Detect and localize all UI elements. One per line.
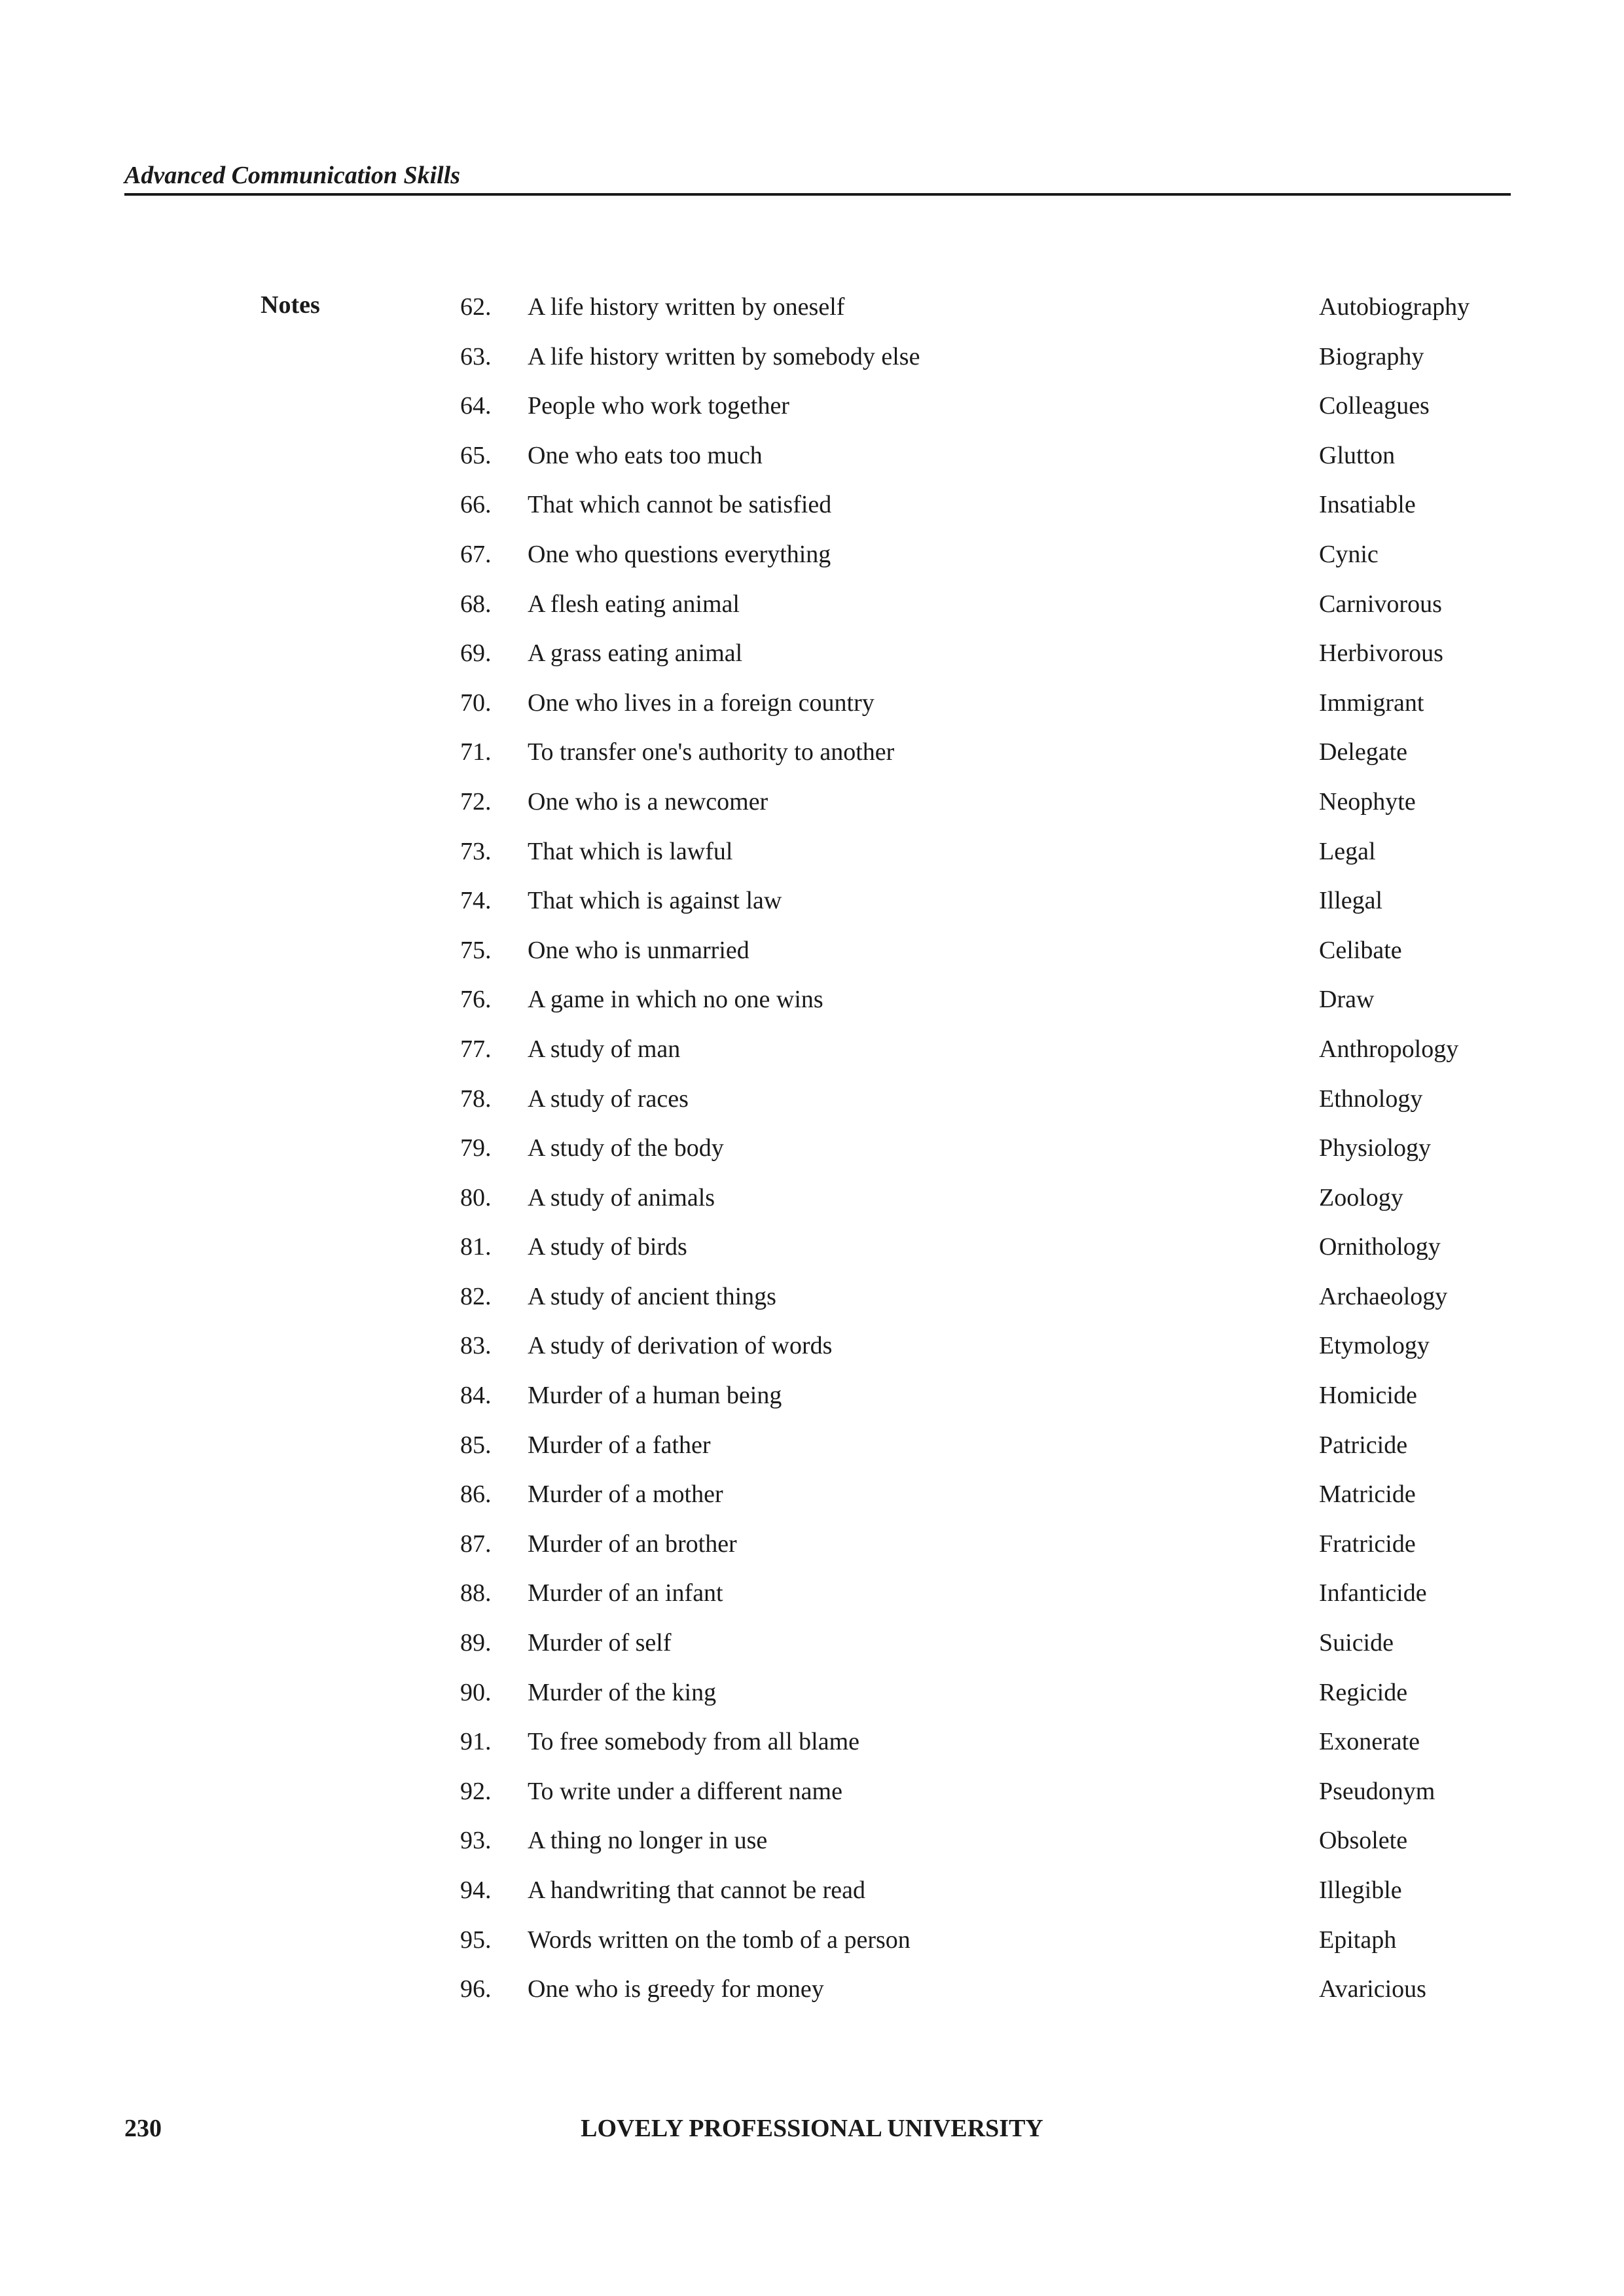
entry-definition: One who is greedy for money (528, 1975, 824, 2003)
entry-definition: To write under a different name (528, 1777, 842, 1805)
list-item (0, 340, 1624, 390)
entry-number: 87. (460, 1530, 492, 1558)
entry-number: 92. (460, 1777, 492, 1805)
footer-publisher: LOVELY PROFESSIONAL UNIVERSITY (581, 2115, 1043, 2142)
entry-word: Obsolete (1319, 1827, 1408, 1855)
entry-definition: A study of derivation of words (528, 1332, 833, 1360)
entry-word: Neophyte (1319, 787, 1416, 816)
entry-number: 68. (460, 590, 492, 618)
entry-word: Autobiography (1319, 293, 1470, 321)
list-item (0, 488, 1624, 538)
list-item (0, 1725, 1624, 1775)
entry-definition: Murder of an brother (528, 1530, 737, 1558)
entry-definition: Murder of an infant (528, 1579, 723, 1607)
list-item (0, 291, 1624, 340)
entry-number: 75. (460, 936, 492, 964)
entry-definition: A study of ancient things (528, 1282, 776, 1310)
entry-word: Carnivorous (1319, 590, 1442, 618)
entry-number: 94. (460, 1876, 492, 1904)
entry-number: 85. (460, 1431, 492, 1459)
entry-number: 69. (460, 639, 492, 668)
list-item (0, 835, 1624, 885)
page-number: 230 (124, 2115, 162, 2142)
entry-number: 82. (460, 1282, 492, 1310)
entry-word: Delegate (1319, 738, 1408, 766)
entry-definition: A game in which no one wins (528, 986, 823, 1014)
entry-number: 77. (460, 1035, 492, 1063)
entry-word: Epitaph (1319, 1926, 1397, 1954)
entry-number: 93. (460, 1827, 492, 1855)
list-item (0, 983, 1624, 1033)
entry-definition: A grass eating animal (528, 639, 743, 668)
entry-definition: A life history written by oneself (528, 293, 845, 321)
entry-word: Celibate (1319, 936, 1402, 964)
entry-definition: A flesh eating animal (528, 590, 740, 618)
list-item (0, 736, 1624, 785)
entry-number: 63. (460, 342, 492, 370)
entry-definition: People who work together (528, 392, 789, 420)
entry-number: 65. (460, 441, 492, 469)
entry-word: Draw (1319, 986, 1375, 1014)
entry-word: Etymology (1319, 1332, 1430, 1360)
entry-word: Ethnology (1319, 1085, 1423, 1113)
entry-number: 86. (460, 1480, 492, 1509)
entry-word: Archaeology (1319, 1282, 1448, 1310)
entry-definition: A study of man (528, 1035, 681, 1063)
entry-definition: A study of birds (528, 1233, 687, 1261)
list-item (0, 588, 1624, 637)
entry-number: 71. (460, 738, 492, 766)
entry-definition: A life history written by somebody else (528, 342, 920, 370)
entry-word: Ornithology (1319, 1233, 1441, 1261)
entry-number: 66. (460, 491, 492, 519)
list-item (0, 1181, 1624, 1231)
entry-word: Anthropology (1319, 1035, 1459, 1063)
list-item (0, 439, 1624, 489)
entry-word: Patricide (1319, 1431, 1408, 1459)
list-item (0, 1775, 1624, 1825)
entry-word: Fratricide (1319, 1530, 1416, 1558)
entry-definition: Murder of self (528, 1629, 672, 1657)
entry-number: 76. (460, 986, 492, 1014)
entry-definition: One who lives in a foreign country (528, 689, 875, 717)
entry-number: 81. (460, 1233, 492, 1261)
list-item (0, 1132, 1624, 1181)
entry-word: Physiology (1319, 1134, 1432, 1162)
entry-word: Cynic (1319, 540, 1379, 568)
notes-margin-label: Notes (261, 291, 320, 319)
entry-number: 95. (460, 1926, 492, 1954)
list-item (0, 389, 1624, 439)
list-item (0, 1329, 1624, 1379)
entry-definition: One who questions everything (528, 540, 831, 568)
list-item (0, 1626, 1624, 1676)
list-item (0, 637, 1624, 687)
list-item (0, 1676, 1624, 1726)
entry-definition: A thing no longer in use (528, 1827, 768, 1855)
entry-number: 96. (460, 1975, 492, 2003)
list-item (0, 1924, 1624, 1973)
entry-word: Pseudonym (1319, 1777, 1435, 1805)
list-item (0, 1528, 1624, 1577)
list-item (0, 934, 1624, 984)
entry-word: Infanticide (1319, 1579, 1427, 1607)
entry-number: 89. (460, 1629, 492, 1657)
list-item (0, 1973, 1624, 2022)
entry-number: 72. (460, 787, 492, 816)
entry-number: 73. (460, 837, 492, 865)
entry-number: 83. (460, 1332, 492, 1360)
entry-definition: A study of the body (528, 1134, 724, 1162)
entry-word: Exonerate (1319, 1728, 1420, 1756)
entry-definition: To free somebody from all blame (528, 1728, 860, 1756)
list-item (0, 1478, 1624, 1528)
entry-definition: Words written on the tomb of a person (528, 1926, 911, 1954)
entry-number: 80. (460, 1183, 492, 1211)
entry-definition: Murder of a father (528, 1431, 711, 1459)
entry-word: Regicide (1319, 1678, 1408, 1706)
entry-definition: One who is unmarried (528, 936, 749, 964)
entry-word: Matricide (1319, 1480, 1416, 1509)
entry-number: 78. (460, 1085, 492, 1113)
entry-number: 74. (460, 887, 492, 915)
entry-word: Zoology (1319, 1183, 1403, 1211)
entry-definition: A study of animals (528, 1183, 715, 1211)
list-item (0, 1379, 1624, 1429)
entry-number: 88. (460, 1579, 492, 1607)
list-item (0, 1083, 1624, 1132)
entry-word: Glutton (1319, 441, 1396, 469)
list-item (0, 1033, 1624, 1083)
entry-definition: A study of races (528, 1085, 689, 1113)
entry-word: Illegible (1319, 1876, 1402, 1904)
running-head-title: Advanced Communication Skills (124, 162, 461, 189)
entry-word: Illegal (1319, 887, 1383, 915)
list-item (0, 1577, 1624, 1626)
list-item (0, 538, 1624, 588)
entry-number: 79. (460, 1134, 492, 1162)
list-item (0, 785, 1624, 835)
entry-word: Suicide (1319, 1629, 1394, 1657)
entry-number: 84. (460, 1382, 492, 1410)
entry-definition: One who is a newcomer (528, 787, 768, 816)
list-item (0, 1280, 1624, 1330)
entry-definition: That which is against law (528, 887, 782, 915)
entry-word: Avaricious (1319, 1975, 1426, 2003)
entry-number: 70. (460, 689, 492, 717)
entry-number: 64. (460, 392, 492, 420)
entry-word: Legal (1319, 837, 1376, 865)
entry-word: Immigrant (1319, 689, 1424, 717)
entry-definition: Murder of a human being (528, 1382, 782, 1410)
entry-number: 90. (460, 1678, 492, 1706)
entry-word: Biography (1319, 342, 1424, 370)
list-item (0, 687, 1624, 736)
entry-definition: That which is lawful (528, 837, 733, 865)
entry-definition: A handwriting that cannot be read (528, 1876, 866, 1904)
one-word-substitution-list (0, 291, 1624, 2022)
entry-word: Insatiable (1319, 491, 1416, 519)
list-item (0, 1824, 1624, 1874)
header-rule (124, 193, 1511, 196)
list-item (0, 1429, 1624, 1479)
list-item (0, 1230, 1624, 1280)
entry-definition: Murder of a mother (528, 1480, 723, 1509)
entry-number: 62. (460, 293, 492, 321)
entry-definition: That which cannot be satisfied (528, 491, 832, 519)
entry-word: Herbivorous (1319, 639, 1443, 668)
entry-number: 67. (460, 540, 492, 568)
entry-definition: To transfer one's authority to another (528, 738, 895, 766)
entry-word: Homicide (1319, 1382, 1417, 1410)
list-item (0, 884, 1624, 934)
entry-definition: One who eats too much (528, 441, 763, 469)
entry-number: 91. (460, 1728, 492, 1756)
entry-definition: Murder of the king (528, 1678, 717, 1706)
entry-word: Colleagues (1319, 392, 1430, 420)
list-item (0, 1874, 1624, 1924)
